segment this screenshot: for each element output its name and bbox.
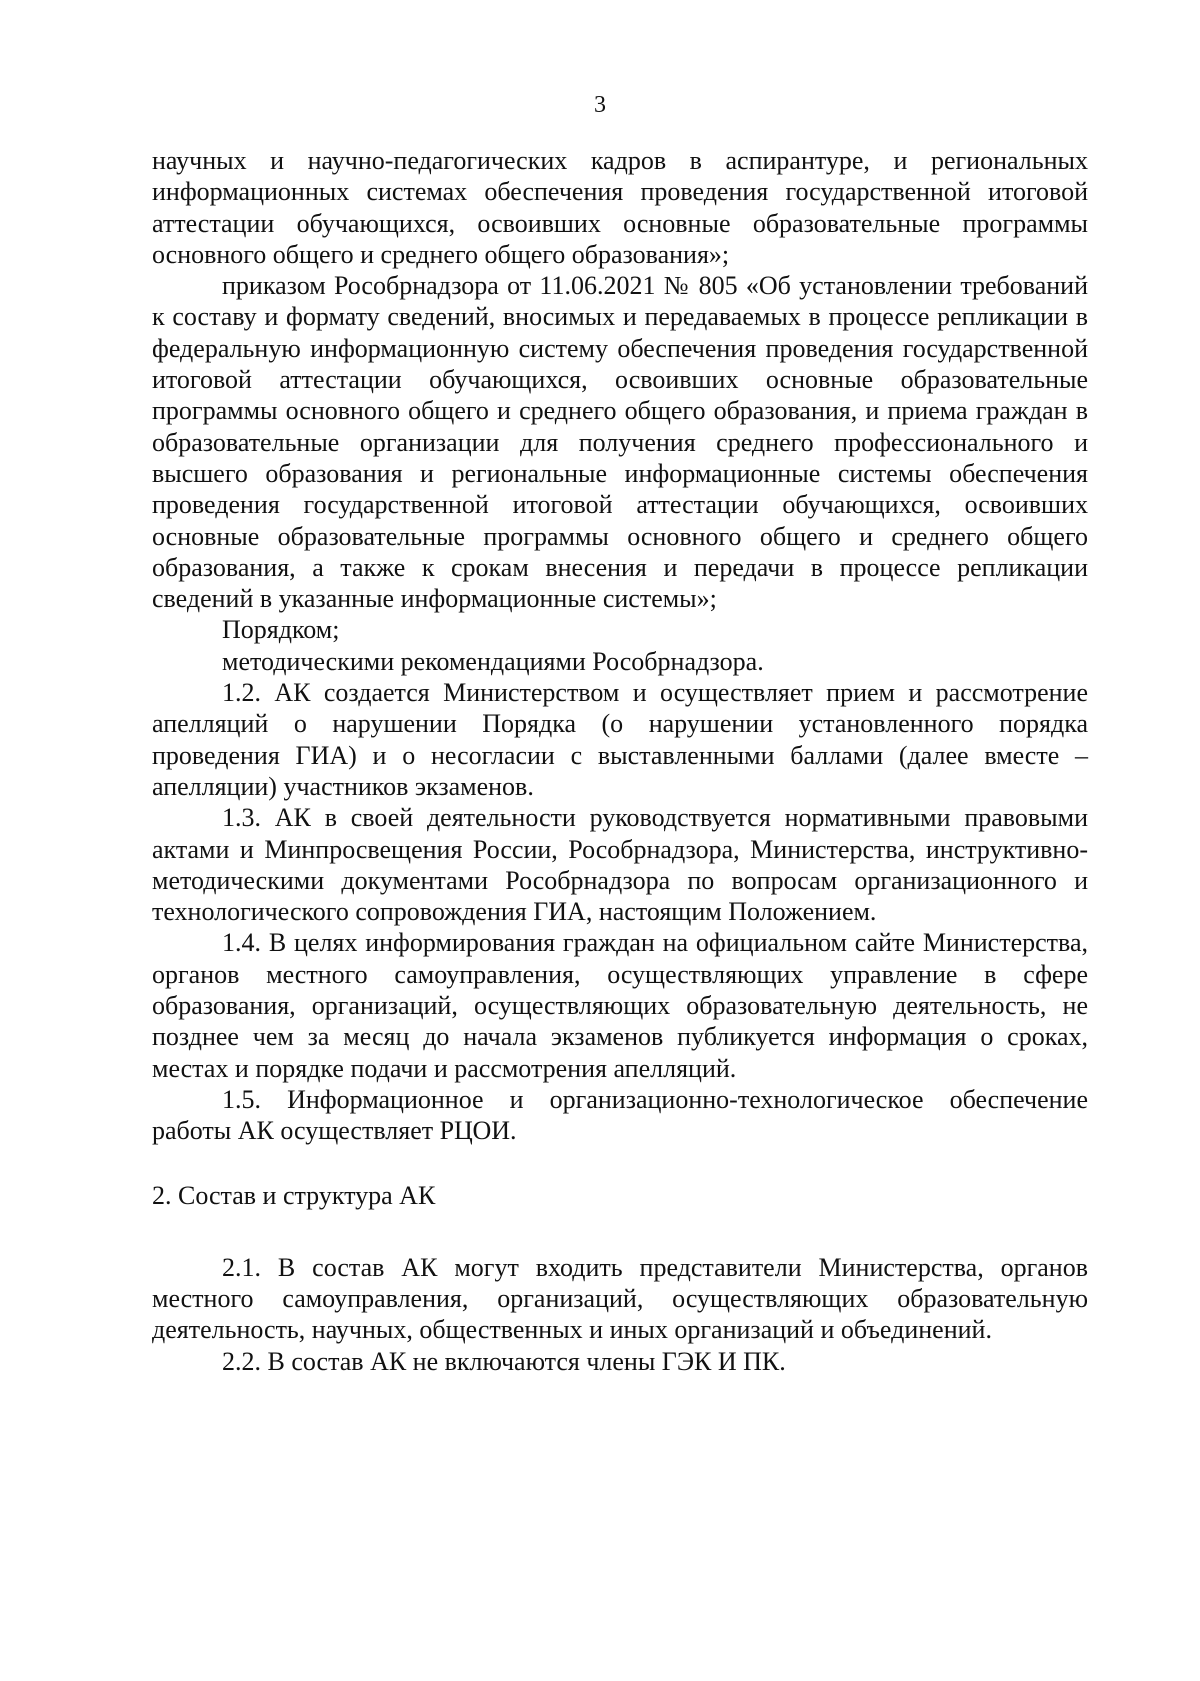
paragraph-2-1: 2.1. В состав АК могут входить представители Министерства, органов местного самоуправления, организаций, осуществляющих образовательную деятельность, научных, общественных и иных организаций и объединений. [152, 1252, 1088, 1345]
document-body [152, 145, 1088, 1377]
paragraph-procedure: Порядком; [222, 615, 340, 645]
paragraph-1-2: 1.2. АК создается Министерством и осуществляет прием и рассмотрение апелляций о нарушении Порядка (о нарушении установленного порядка проведения ГИА) и о несогласии с выставленными баллами (далее вместе – апелляции) участников экзаменов. [152, 678, 1088, 801]
section-2-heading: 2. Состав и структура АК [152, 1180, 436, 1210]
paragraph-2-2: 2.2. В состав АК не включаются члены ГЭК И ПК. [222, 1346, 786, 1376]
page-number: 3 [594, 92, 606, 118]
paragraph-1-5: 1.5. Информационное и организационно-технологическое обеспечение работы АК осуществляет РЦОИ. [152, 1084, 1088, 1146]
paragraph-1-4: 1.4. В целях информирования граждан на официальном сайте Министерства, органов местного самоуправления, осуществляющих управление в сфере образования, организаций, осуществляющих образовательную деятельность, не позднее чем за месяц до начала экзаменов публикуется информация о сроках, местах и порядке подачи и рассмотрения апелляций. [152, 928, 1088, 1083]
paragraph-continuation: научных и научно-педагогических кадров в аспирантуре, и региональных информационных системах обеспечения проведения государственной итоговой аттестации обучающихся, освоивших основные образовательные программы основного общего и среднего общего образования»; [152, 146, 1088, 269]
paragraph-order-805: приказом Рособрнадзора от 11.06.2021 № 805 «Об установлении требований к составу и формату сведений, вносимых и передаваемых в процессе репликации в федеральную информационную систему обеспечения проведения государственной итоговой аттестации обучающихся, освоивших основные образовательные программы основного общего и среднего общего образования, и приема граждан в образовательные организации для получения среднего профессионального и высшего образования и региональные информационные системы обеспечения проведения государственной итоговой аттестации обучающихся, освоивших основные образовательные программы основного общего и среднего общего образования, а также к срокам внесения и передачи в процессе репликации сведений в указанные информационные системы»; [152, 271, 1088, 614]
paragraph-guidelines: методическими рекомендациями Рособрнадзора. [222, 646, 764, 676]
paragraph-1-3: 1.3. АК в своей деятельности руководствуется нормативными правовыми актами и Минпросвещения России, Рособрнадзора, Министерства, инструктивно-методическими документами Рособрнадзора по вопросам организационного и технологического сопровождения ГИА, настоящим Положением. [152, 803, 1088, 927]
